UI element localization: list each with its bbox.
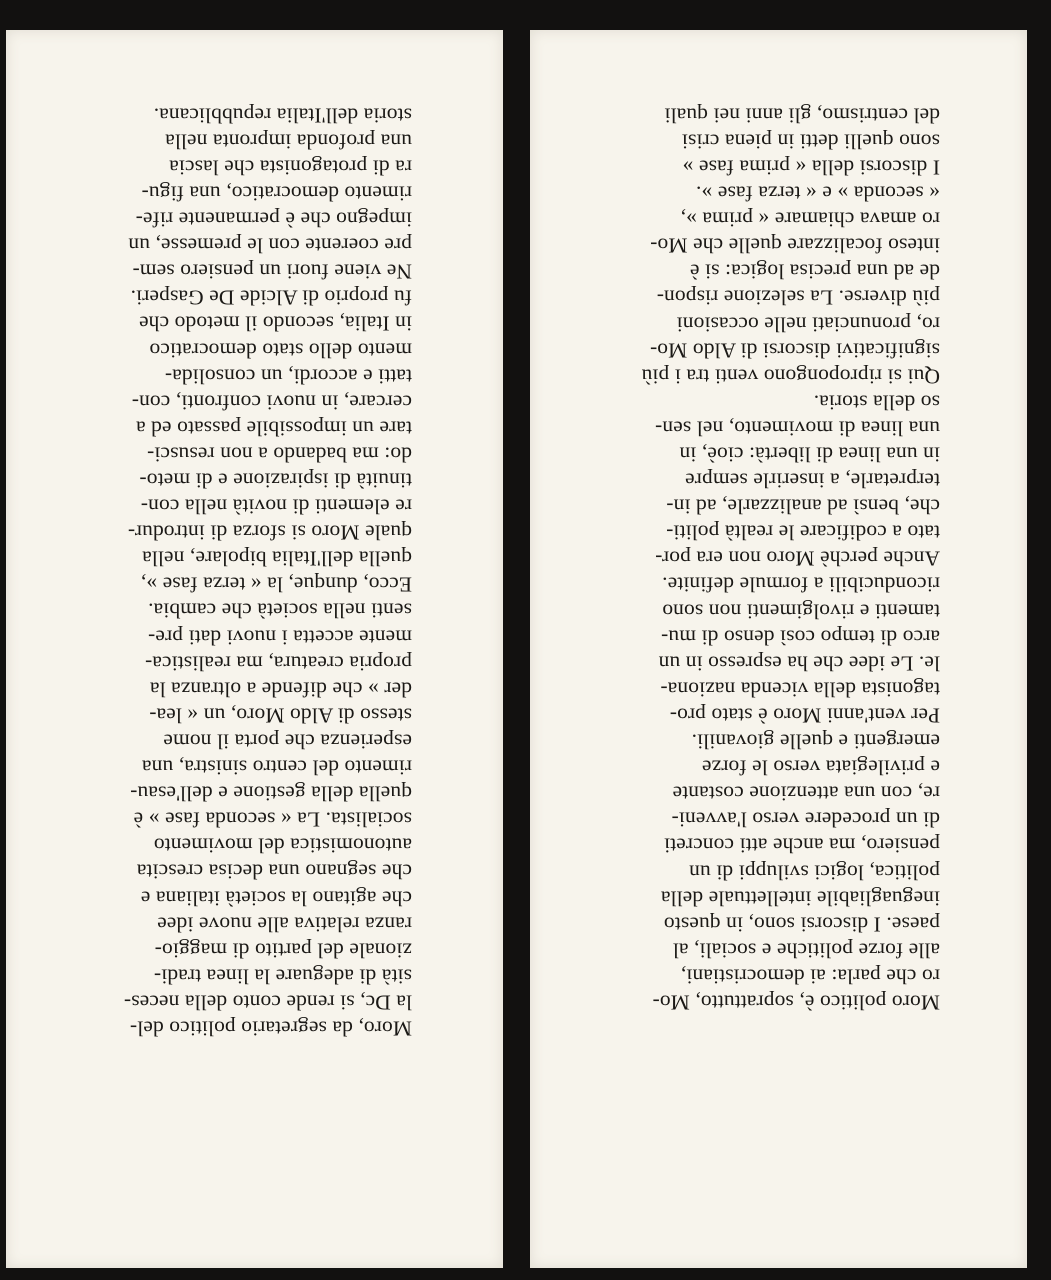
text-line: propria creatura, ma realistica- [144, 651, 412, 676]
text-line: ranza relativa alle nuove idee [157, 912, 412, 936]
text-line: del centrismo, gli anni nei quali [664, 103, 940, 128]
text-line: tato a codificare le realtà politi- [666, 520, 940, 545]
text-line: quella dell'Italia bipolare, nella [142, 546, 412, 571]
text-line: stesso di Aldo Moro, un « lea- [149, 703, 412, 728]
text-line: e privilegiata verso le forze [701, 755, 940, 780]
text-line: tatti e accordi, un consolida- [164, 364, 412, 389]
text-line: mento dello stato democratico [149, 337, 412, 362]
text-line: re, con una attenzione costante [672, 781, 940, 806]
text-line: Anche perchè Moro non era por- [655, 546, 940, 571]
left-flap-text [94, 102, 412, 1041]
text-line: so della storia. [813, 390, 940, 415]
text-line: emergenti e quelle giovanili. [691, 729, 940, 754]
text-line: Moro, da segretario politico del- [129, 1016, 412, 1041]
text-line: politica, logici sviluppi di un [689, 859, 940, 884]
text-line: senti nella società che cambia. [148, 598, 412, 623]
text-line: « seconda » e « terza fase ». [695, 181, 940, 206]
text-line: di un procedere verso l'avveni- [671, 807, 940, 832]
text-line: re elementi di novità nella con- [140, 494, 412, 519]
text-line: una profonda impronta nella [165, 129, 412, 154]
text-line: ro, pronunciati nelle occasioni [676, 311, 940, 336]
text-line: che agitano la società italiana e [140, 885, 412, 910]
text-line: una linea di movimento, nel sen- [654, 416, 940, 441]
text-line: ra di protagonista che lascia [169, 155, 412, 180]
text-line: ineguagliabile intellettuale della [660, 885, 940, 910]
text-line: autonomistica del movimento [153, 833, 412, 858]
text-line: mente accetta i nuovi dati pre- [148, 624, 412, 649]
text-line: esperienza che porta il nome [163, 729, 412, 754]
text-line: Qui si ripropongono venti tra i più [641, 364, 940, 389]
text-line: Ecco, dunque, la « terza fase », [140, 572, 412, 597]
text-line: la Dc, si rende conto della neces- [123, 990, 412, 1015]
text-line: più diverse. La selezione rispon- [656, 285, 940, 310]
text-line: riconducibili a formule definite. [662, 572, 940, 597]
text-line: in Italia, secondo il metodo che [138, 311, 412, 336]
text-line: paese. I discorsi sono, in questo [663, 912, 940, 936]
right-flap [530, 30, 1027, 1268]
text-line: le. Le idee che ha espresso in un [658, 651, 940, 676]
text-line: storia dell'Italia repubblicana. [153, 103, 412, 128]
text-line: zionale del partito di maggio- [154, 938, 412, 963]
text-line: significativi discorsi di Aldo Mo- [649, 337, 940, 362]
text-line: rimento del centro sinistra, una [141, 755, 412, 780]
text-line: de ad una precisa logica: si è [689, 259, 940, 284]
text-line: cercare, in nuovi confronti, con- [131, 390, 412, 415]
text-line: tare un impossibile passato ed a [135, 416, 412, 441]
text-line: in una linea di libertà: cioè, in [679, 442, 940, 467]
text-line: Ne viene fuori un pensiero sem- [132, 259, 412, 284]
text-line: sono quelli detti in piena crisi [681, 129, 940, 154]
text-line: arco di tempo così denso di mu- [661, 624, 940, 649]
text-line: pensiero, ma anche atti concreti [663, 833, 940, 858]
text-line: do: ma badando a non resusci- [146, 442, 412, 467]
text-line: che, bensì ad analizzarle, ad in- [666, 494, 940, 519]
text-line: socialista. La « seconda fase » è [133, 807, 412, 832]
text-line: terpretarle, a inserirle sempre [685, 468, 940, 493]
text-line: tagonista della vicenda naziona- [660, 677, 940, 702]
text-line: Moro politico è, soprattutto, Mo- [652, 990, 940, 1015]
right-flap-text [610, 102, 940, 1015]
text-line: der » che difende a oltranza la [149, 677, 412, 702]
text-line: inteso focalizzare quelle che Mo- [650, 233, 940, 258]
text-line: tamenti e rivolgimenti non sono [662, 598, 940, 623]
text-line: alle forze politiche e sociali, al [672, 938, 940, 963]
text-line: fu proprio di Alcide De Gasperi. [130, 285, 412, 310]
text-line: sità di adeguare la linea tradi- [153, 964, 412, 989]
text-line: I discorsi della « prima fase » [682, 155, 940, 180]
text-line: quella della gestione e dell'esau- [130, 781, 412, 806]
text-line: quale Moro si sforza di introdur- [127, 520, 412, 545]
left-flap [6, 30, 503, 1268]
text-line: che segnano una decisa crescita [136, 859, 412, 884]
text-line: tinuità di ispirazione e di meto- [139, 468, 412, 493]
text-line: impegno che è permanente rife- [135, 207, 412, 232]
text-line: rimento democratico, una figu- [141, 181, 412, 206]
text-line: ro che parla: ai democristiani, [680, 964, 940, 989]
text-line: Per vent'anni Moro è stato pro- [669, 703, 940, 728]
text-line: pre coerente con le premesse, un [128, 233, 412, 258]
text-line: ro amava chiamare « prima », [680, 207, 940, 232]
